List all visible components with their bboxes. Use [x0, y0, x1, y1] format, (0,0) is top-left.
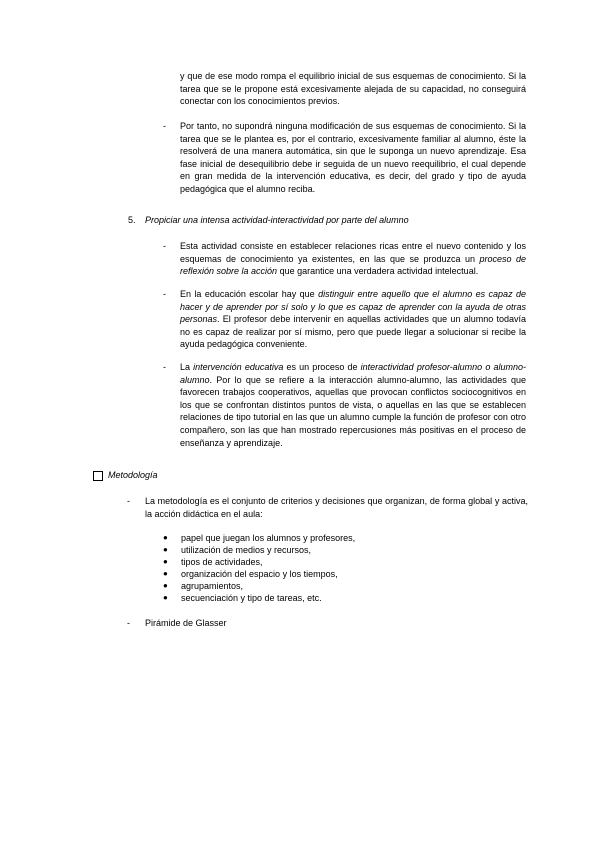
text-run: La	[180, 362, 194, 372]
text-run: es un proceso de	[283, 362, 361, 372]
piramide-glasser-item: Pirámide de Glasser	[145, 618, 227, 628]
text-run: que garantice una verdadera actividad intelectual.	[277, 266, 479, 277]
continuation-paragraph: y que de ese modo rompa el equilibrio inicial de sus esquemas de conocimiento. Si la tarea que se le propone está excesivamente alejada de su capacidad, no conseguirá conectar con los conocimientos previos.	[180, 71, 526, 107]
checkbox-icon	[93, 471, 103, 481]
list-item: utilización de medios y recursos,	[181, 545, 312, 555]
text-run: En la educación escolar hay que	[180, 289, 319, 299]
methodology-intro: La metodología es el conjunto de criterios y decisiones que organizan, de forma global y activa, la acción didáctica en el aula:	[145, 496, 528, 519]
list-dash: -	[163, 241, 166, 251]
methodology-heading: Metodología	[108, 470, 158, 480]
emphasis-text: interactividad profesor-alumno o alumno-alumno	[180, 362, 526, 385]
list-dash: -	[127, 496, 130, 506]
list-item: organización del espacio y los tiempos,	[181, 569, 338, 579]
paragraph-sin-modificacion: Por tanto, no supondrá ninguna modificación de sus esquemas de conocimiento. Si la tarea que se le plantea es, por el contrario, excesivamente familiar al alumno, éste la resolverá de una manera automática, sin que le suponga un nuevo aprendizaje. Esa fase inicial de desequilibrio debe ir seguida de un nuevo reequilibrio, el cual depende en gran medida de la intervención educativa, es decir, del grado y tipo de ayuda pedagógica que el alumno reciba.	[180, 121, 526, 194]
section-heading: Propiciar una intensa actividad-interactividad por parte del alumno	[145, 215, 409, 225]
bullet-icon: ●	[163, 593, 168, 602]
paragraph-educacion-escolar	[180, 288, 526, 351]
list-item: agrupamientos,	[181, 581, 244, 591]
paragraph-intervencion-educativa	[180, 361, 526, 449]
text-run: Esta actividad consiste en establecer relaciones ricas entre el nuevo contenido y los esquemas de conocimiento ya existentes, en las que se produzca un	[180, 241, 526, 264]
bullet-icon: ●	[163, 533, 168, 542]
section-number: 5.	[128, 215, 136, 225]
text-run: . Por lo que se refiere a la interacción alumno-alumno, las actividades que favorecen trabajos cooperativos, aquellas que provocan conflictos sociocognitivos en los que se confrontan distintos puntos de vista, o aquellas en las que se establecen relaciones de tipo tutorial en las que un alumno cumple la función de profesor con otro compañero, son las que han mostrado repercusiones más positivas en el proceso de enseñanza y aprendizaje.	[180, 374, 526, 448]
list-item: tipos de actividades,	[181, 557, 263, 567]
list-dash: -	[163, 289, 166, 299]
emphasis-text: distinguir entre aquello que el alumno es capaz de hacer y de aprender por sí solo y lo que es capaz de aprender con la ayuda de otras personas	[180, 289, 526, 325]
text-run: . El profesor debe intervenir en aquellas actividades que un alumno todavía no es capaz de realizar por sí mismo, pero que puede llegar a solucionar si recibe la ayuda pedagógica conveniente.	[180, 314, 526, 350]
bullet-icon: ●	[163, 569, 168, 578]
list-item: secuenciación y tipo de tareas, etc.	[181, 593, 322, 603]
list-item: papel que juegan los alumnos y profesores,	[181, 533, 356, 543]
bullet-icon: ●	[163, 545, 168, 554]
paragraph-actividad	[180, 240, 526, 278]
list-dash: -	[163, 121, 166, 131]
list-dash: -	[163, 362, 166, 372]
emphasis-text: proceso de reflexión sobre la acción	[180, 253, 526, 277]
list-dash: -	[127, 618, 130, 628]
bullet-icon: ●	[163, 581, 168, 590]
emphasis-text: intervención educativa	[193, 362, 284, 372]
bullet-icon: ●	[163, 557, 168, 566]
